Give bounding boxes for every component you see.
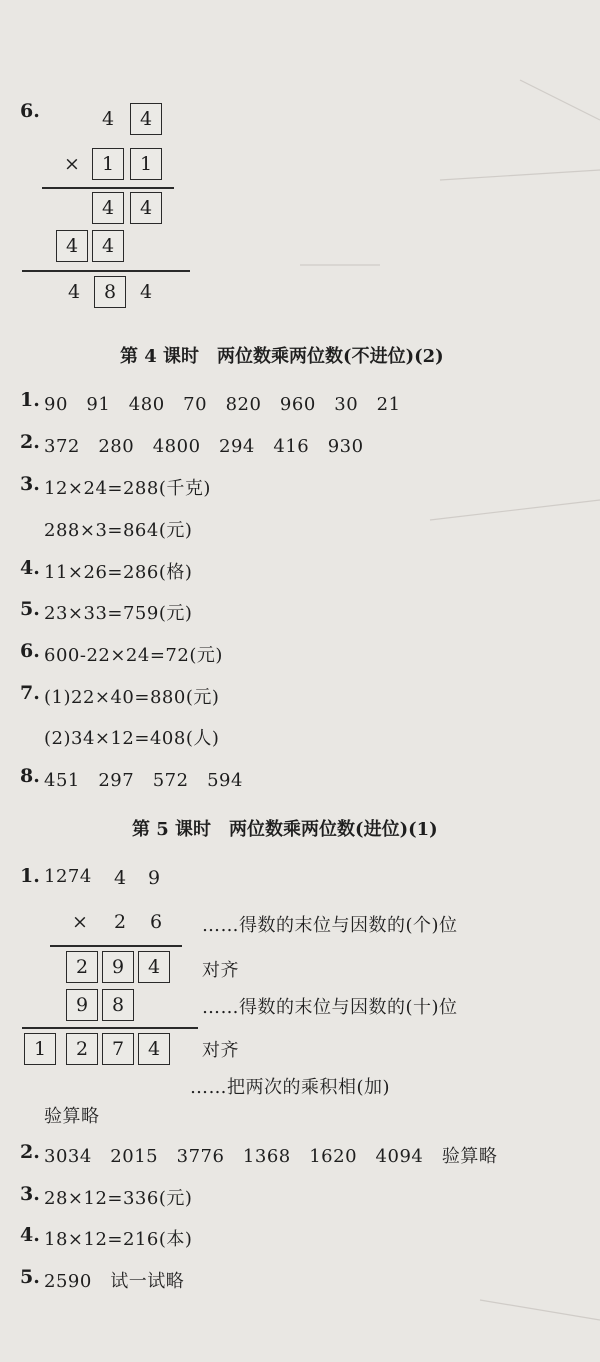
lesson5-item-2-text: 3034 2015 3776 1368 1620 4094 验算略 — [44, 1146, 498, 1167]
q1-partial1-ones-box: 4 — [138, 951, 170, 983]
partial1-ones-box: 4 — [130, 192, 162, 224]
q1-multiplicand-tens: 4 — [113, 867, 127, 889]
lesson4-item-1-text: 90 91 480 70 820 960 30 21 — [44, 394, 401, 415]
lesson4-item-3-number: 3. — [20, 473, 40, 495]
q1-multiply-sign: × — [72, 911, 88, 933]
q1-partial1-hundreds-box: 2 — [66, 951, 98, 983]
multiplier-tens-box: 1 — [92, 148, 124, 180]
product-hundreds-digit: 4 — [67, 281, 81, 303]
lesson5-item-3-number: 3. — [20, 1183, 40, 1205]
lesson4-item-7-text: (1)22×40=880(元) — [44, 687, 220, 708]
lesson5-item-2-number: 2. — [20, 1141, 40, 1163]
lesson5-item-1-answer: 1274 — [44, 866, 92, 887]
lesson4-item-4-text: 11×26=286(格) — [44, 562, 193, 583]
lesson4-item-5-text: 23×33=759(元) — [44, 603, 193, 624]
lesson-5-heading: 第 5 课时 两位数乘两位数(进位)(1) — [132, 819, 438, 840]
q1-multiplier-tens: 2 — [113, 911, 127, 933]
lesson4-item-2-text: 372 280 4800 294 416 930 — [44, 436, 364, 457]
partial2-hundreds-box: 4 — [56, 230, 88, 262]
rule-line — [22, 270, 190, 272]
multiply-sign: × — [64, 153, 80, 175]
lesson5-item-4-text: 18×12=216(本) — [44, 1229, 193, 1250]
partial1-tens-box: 4 — [92, 192, 124, 224]
q1-partial2-hundreds-box: 8 — [102, 989, 134, 1021]
q1-note-add-products: ……把两次的乘积相(加) — [190, 1077, 391, 1098]
lesson4-item-1-number: 1. — [20, 389, 40, 411]
product-ones-digit: 4 — [139, 281, 153, 303]
q1-result-ones-box: 4 — [138, 1033, 170, 1065]
q1-result-hundreds-box: 2 — [66, 1033, 98, 1065]
lesson4-item-6-number: 6. — [20, 640, 40, 662]
lesson4-item-2-number: 2. — [20, 431, 40, 453]
product-tens-box: 8 — [94, 276, 126, 308]
q1-multiplicand-ones: 9 — [147, 867, 161, 889]
q1-partial2-thousands-box: 9 — [66, 989, 98, 1021]
q1-multiplier-ones: 6 — [149, 911, 163, 933]
q1-result-tens-box: 7 — [102, 1033, 134, 1065]
lesson4-item-3-line2: 288×3=864(元) — [44, 520, 193, 541]
rule-line — [50, 945, 182, 947]
problem-6-number: 6. — [20, 100, 40, 122]
rule-line — [42, 187, 174, 189]
multiplicand-tens-digit: 4 — [101, 108, 115, 130]
lesson4-item-3-text: 12×24=288(千克) — [44, 478, 211, 499]
rule-line — [22, 1027, 198, 1029]
multiplier-ones-box: 1 — [130, 148, 162, 180]
q1-partial1-tens-box: 9 — [102, 951, 134, 983]
q1-result-thousands-box: 1 — [24, 1033, 56, 1065]
q1-align-label-1: 对齐 — [202, 960, 239, 981]
q1-verify-text: 验算略 — [44, 1106, 100, 1127]
lesson4-item-7-number: 7. — [20, 682, 40, 704]
multiplicand-ones-box: 4 — [130, 103, 162, 135]
partial2-tens-box: 4 — [92, 230, 124, 262]
lesson4-item-4-number: 4. — [20, 557, 40, 579]
q1-align-label-2: 对齐 — [202, 1040, 239, 1061]
lesson5-item-5-number: 5. — [20, 1266, 40, 1288]
lesson5-item-3-text: 28×12=336(元) — [44, 1188, 193, 1209]
q1-note-ones-place: ……得数的末位与因数的(个)位 — [202, 915, 458, 936]
lesson5-item-5-text: 2590 试一试略 — [44, 1271, 185, 1292]
lesson4-item-6-text: 600-22×24=72(元) — [44, 645, 223, 666]
lesson5-item-1-number: 1. — [20, 865, 40, 887]
lesson4-item-8-text: 451 297 572 594 — [44, 770, 243, 791]
lesson4-item-8-number: 8. — [20, 765, 40, 787]
lesson5-item-4-number: 4. — [20, 1224, 40, 1246]
lesson4-item-7-line2: (2)34×12=408(人) — [44, 728, 220, 749]
lesson-4-heading: 第 4 课时 两位数乘两位数(不进位)(2) — [120, 346, 444, 367]
q1-note-tens-place: ……得数的末位与因数的(十)位 — [202, 997, 458, 1018]
lesson4-item-5-number: 5. — [20, 598, 40, 620]
